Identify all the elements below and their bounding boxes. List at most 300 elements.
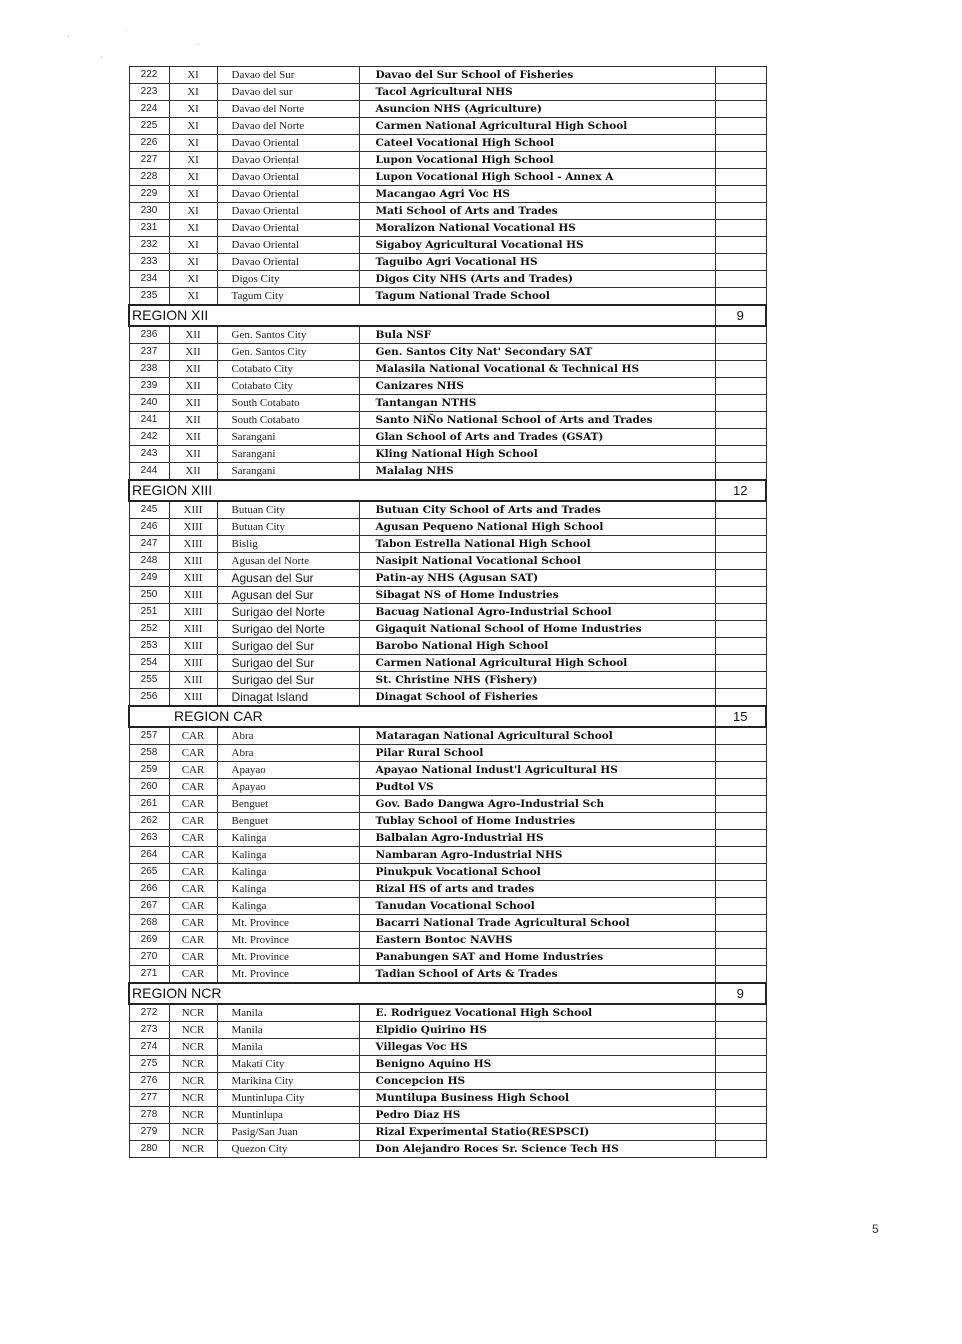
row-number-cell: 248 (129, 553, 169, 570)
region-code-cell: XI (169, 288, 217, 306)
school-name-cell: Apayao National Indust'l Agricultural HS (359, 762, 715, 779)
school-name-cell: Benigno Aquino HS (359, 1056, 715, 1073)
region-code-cell: XI (169, 135, 217, 152)
table-row (129, 186, 766, 203)
row-number-cell: 252 (129, 621, 169, 638)
row-number-cell: 232 (129, 237, 169, 254)
province-cell: Abra (217, 727, 359, 745)
table-row (129, 326, 766, 344)
table-row (129, 813, 766, 830)
school-name-cell: Rizal Experimental Statio(RESPSCI) (359, 1124, 715, 1141)
count-cell (715, 898, 766, 915)
region-code-cell: CAR (169, 847, 217, 864)
school-name-cell: Nasipit National Vocational School (359, 553, 715, 570)
province-cell: Benguet (217, 796, 359, 813)
row-number-cell: 233 (129, 254, 169, 271)
region-code-cell: XII (169, 344, 217, 361)
count-cell (715, 1022, 766, 1039)
count-cell (715, 779, 766, 796)
school-name-cell: Elpidio Quirino HS (359, 1022, 715, 1039)
table-row (129, 830, 766, 847)
province-cell: Manila (217, 1004, 359, 1022)
count-cell (715, 271, 766, 288)
count-cell (715, 949, 766, 966)
school-name-cell: Digos City NHS (Arts and Trades) (359, 271, 715, 288)
region-header-row (129, 480, 766, 501)
region-code-cell: XI (169, 203, 217, 220)
region-school-count: 12 (715, 480, 766, 501)
count-cell (715, 446, 766, 463)
school-name-cell: Moralizon National Vocational HS (359, 220, 715, 237)
row-number-cell: 249 (129, 570, 169, 587)
row-number-cell: 279 (129, 1124, 169, 1141)
school-name-cell: Mati School of Arts and Trades (359, 203, 715, 220)
region-code-cell: NCR (169, 1056, 217, 1073)
region-code-cell: XII (169, 412, 217, 429)
region-code-cell: XI (169, 84, 217, 101)
row-number-cell: 264 (129, 847, 169, 864)
school-name-cell: Don Alejandro Roces Sr. Science Tech HS (359, 1141, 715, 1158)
table-row (129, 949, 766, 966)
region-code-cell: XIII (169, 689, 217, 707)
count-cell (715, 672, 766, 689)
count-cell (715, 655, 766, 672)
province-cell: South Cotabato (217, 395, 359, 412)
region-code-cell: NCR (169, 1004, 217, 1022)
school-name-cell: Patin-ay NHS (Agusan SAT) (359, 570, 715, 587)
region-header-row (129, 706, 766, 727)
table-row (129, 463, 766, 481)
region-code-cell: XIII (169, 501, 217, 519)
row-number-cell: 255 (129, 672, 169, 689)
row-number-cell: 231 (129, 220, 169, 237)
row-number-cell: 241 (129, 412, 169, 429)
region-code-cell: CAR (169, 915, 217, 932)
table-row (129, 570, 766, 587)
region-code-cell: NCR (169, 1073, 217, 1090)
table-row (129, 604, 766, 621)
row-number-cell: 267 (129, 898, 169, 915)
row-number-cell: 275 (129, 1056, 169, 1073)
row-number-cell: 236 (129, 326, 169, 344)
table-row (129, 67, 766, 84)
count-cell (715, 1141, 766, 1158)
school-name-cell: Pedro Diaz HS (359, 1107, 715, 1124)
province-cell: Mt. Province (217, 932, 359, 949)
region-code-cell: XII (169, 378, 217, 395)
count-cell (715, 186, 766, 203)
region-code-cell: XI (169, 271, 217, 288)
table-row (129, 135, 766, 152)
count-cell (715, 813, 766, 830)
row-number-cell: 269 (129, 932, 169, 949)
count-cell (715, 621, 766, 638)
school-name-cell: Cateel Vocational High School (359, 135, 715, 152)
province-cell: Surigao del Sur (217, 638, 359, 655)
row-number-cell: 251 (129, 604, 169, 621)
school-name-cell: Lupon Vocational High School - Annex A (359, 169, 715, 186)
region-code-cell: XI (169, 67, 217, 84)
province-cell: Apayao (217, 779, 359, 796)
province-cell: Cotabato City (217, 378, 359, 395)
row-number-cell: 271 (129, 966, 169, 984)
province-cell: Mt. Province (217, 915, 359, 932)
region-school-count: 9 (715, 305, 766, 326)
table-row (129, 915, 766, 932)
province-cell: Surigao del Sur (217, 655, 359, 672)
province-cell: Butuan City (217, 519, 359, 536)
row-number-cell: 280 (129, 1141, 169, 1158)
count-cell (715, 412, 766, 429)
count-cell (715, 881, 766, 898)
region-code-cell: CAR (169, 779, 217, 796)
count-cell (715, 67, 766, 84)
table-row (129, 587, 766, 604)
province-cell: Pasig/San Juan (217, 1124, 359, 1141)
row-number-cell: 225 (129, 118, 169, 135)
school-name-cell: Kling National High School (359, 446, 715, 463)
row-number-cell: 228 (129, 169, 169, 186)
school-name-cell: Lupon Vocational High School (359, 152, 715, 169)
row-number-cell: 227 (129, 152, 169, 169)
table-row (129, 378, 766, 395)
table-row (129, 1039, 766, 1056)
province-cell: Surigao del Norte (217, 621, 359, 638)
region-header-row (129, 305, 766, 326)
province-cell: Tagum City (217, 288, 359, 306)
table-row (129, 727, 766, 745)
row-number-cell: 238 (129, 361, 169, 378)
table-row (129, 779, 766, 796)
school-name-cell: Gen. Santos City Nat' Secondary SAT (359, 344, 715, 361)
table-row (129, 1004, 766, 1022)
region-code-cell: XII (169, 326, 217, 344)
region-code-cell: CAR (169, 727, 217, 745)
count-cell (715, 288, 766, 306)
count-cell (715, 118, 766, 135)
province-cell: Surigao del Norte (217, 604, 359, 621)
row-number-cell: 226 (129, 135, 169, 152)
school-name-cell: Barobo National High School (359, 638, 715, 655)
count-cell (715, 395, 766, 412)
region-code-cell: XIII (169, 655, 217, 672)
school-name-cell: Agusan Pequeno National High School (359, 519, 715, 536)
row-number-cell: 239 (129, 378, 169, 395)
province-cell: Agusan del Sur (217, 570, 359, 587)
table-row (129, 169, 766, 186)
table-row (129, 271, 766, 288)
table-row (129, 1022, 766, 1039)
row-number-cell: 258 (129, 745, 169, 762)
province-cell: Surigao del Sur (217, 672, 359, 689)
count-cell (715, 727, 766, 745)
row-number-cell: 257 (129, 727, 169, 745)
row-number-cell: 246 (129, 519, 169, 536)
region-school-count: 15 (715, 706, 766, 727)
table-row (129, 1090, 766, 1107)
region-code-cell: XII (169, 463, 217, 481)
province-cell: Manila (217, 1022, 359, 1039)
province-cell: Mt. Province (217, 949, 359, 966)
region-code-cell: XIII (169, 672, 217, 689)
school-name-cell: Gov. Bado Dangwa Agro-Industrial Sch (359, 796, 715, 813)
province-cell: Davao del Norte (217, 118, 359, 135)
table-row (129, 689, 766, 707)
school-name-cell: Canizares NHS (359, 378, 715, 395)
province-cell: Davao del Sur (217, 67, 359, 84)
region-header-row (129, 983, 766, 1004)
table-row (129, 446, 766, 463)
region-code-cell: XIII (169, 587, 217, 604)
province-cell: South Cotabato (217, 412, 359, 429)
province-cell: Davao Oriental (217, 186, 359, 203)
table-row (129, 237, 766, 254)
count-cell (715, 864, 766, 881)
row-number-cell: 273 (129, 1022, 169, 1039)
row-number-cell: 262 (129, 813, 169, 830)
region-code-cell: XII (169, 395, 217, 412)
table-row (129, 745, 766, 762)
region-title: REGION NCR (129, 983, 715, 1004)
row-number-cell: 263 (129, 830, 169, 847)
school-name-cell: Tublay School of Home Industries (359, 813, 715, 830)
school-name-cell: Davao del Sur School of Fisheries (359, 67, 715, 84)
count-cell (715, 519, 766, 536)
count-cell (715, 326, 766, 344)
region-code-cell: CAR (169, 745, 217, 762)
province-cell: Mt. Province (217, 966, 359, 984)
region-code-cell: NCR (169, 1141, 217, 1158)
count-cell (715, 796, 766, 813)
region-code-cell: XII (169, 446, 217, 463)
row-number-cell: 245 (129, 501, 169, 519)
region-code-cell: XI (169, 118, 217, 135)
school-name-cell: Eastern Bontoc NAVHS (359, 932, 715, 949)
count-cell (715, 378, 766, 395)
row-number-cell: 229 (129, 186, 169, 203)
table-row (129, 361, 766, 378)
school-schedule-table (128, 66, 767, 1158)
table-row (129, 395, 766, 412)
region-code-cell: XIII (169, 570, 217, 587)
region-code-cell: CAR (169, 813, 217, 830)
count-cell (715, 254, 766, 271)
count-cell (715, 932, 766, 949)
school-name-cell: Carmen National Agricultural High School (359, 118, 715, 135)
province-cell: Muntinlupa City (217, 1090, 359, 1107)
row-number-cell: 268 (129, 915, 169, 932)
count-cell (715, 1107, 766, 1124)
count-cell (715, 604, 766, 621)
school-name-cell: Dinagat School of Fisheries (359, 689, 715, 707)
school-list-document (128, 66, 765, 1158)
count-cell (715, 135, 766, 152)
row-number-cell: 224 (129, 101, 169, 118)
region-code-cell: XIII (169, 536, 217, 553)
school-name-cell: Muntilupa Business High School (359, 1090, 715, 1107)
region-code-cell: XIII (169, 604, 217, 621)
table-row (129, 932, 766, 949)
table-row (129, 118, 766, 135)
school-name-cell: Tacol Agricultural NHS (359, 84, 715, 101)
table-row (129, 429, 766, 446)
region-code-cell: NCR (169, 1022, 217, 1039)
row-number-cell: 259 (129, 762, 169, 779)
count-cell (715, 344, 766, 361)
table-row (129, 898, 766, 915)
count-cell (715, 570, 766, 587)
province-cell: Kalinga (217, 847, 359, 864)
table-row (129, 553, 766, 570)
school-name-cell: Nambaran Agro-Industrial NHS (359, 847, 715, 864)
table-row (129, 536, 766, 553)
province-cell: Benguet (217, 813, 359, 830)
province-cell: Quezon City (217, 1141, 359, 1158)
count-cell (715, 1090, 766, 1107)
province-cell: Butuan City (217, 501, 359, 519)
count-cell (715, 745, 766, 762)
region-code-cell: CAR (169, 796, 217, 813)
region-code-cell: CAR (169, 864, 217, 881)
region-code-cell: CAR (169, 949, 217, 966)
school-name-cell: Asuncion NHS (Agriculture) (359, 101, 715, 118)
count-cell (715, 830, 766, 847)
school-name-cell: Sigaboy Agricultural Vocational HS (359, 237, 715, 254)
count-cell (715, 220, 766, 237)
region-code-cell: NCR (169, 1107, 217, 1124)
row-number-cell: 250 (129, 587, 169, 604)
province-cell: Sarangani (217, 463, 359, 481)
count-cell (715, 463, 766, 481)
region-code-cell: NCR (169, 1090, 217, 1107)
count-cell (715, 536, 766, 553)
region-code-cell: XIII (169, 553, 217, 570)
school-name-cell: Tanudan Vocational School (359, 898, 715, 915)
region-title: REGION XII (129, 305, 715, 326)
row-number-cell: 237 (129, 344, 169, 361)
table-row (129, 1107, 766, 1124)
province-cell: Kalinga (217, 898, 359, 915)
count-cell (715, 84, 766, 101)
row-number-cell: 243 (129, 446, 169, 463)
region-code-cell: XII (169, 429, 217, 446)
school-name-cell: Gigaquit National School of Home Industries (359, 621, 715, 638)
school-name-cell: Panabungen SAT and Home Industries (359, 949, 715, 966)
region-school-count: 9 (715, 983, 766, 1004)
row-number-cell: 278 (129, 1107, 169, 1124)
region-code-cell: XI (169, 186, 217, 203)
row-number-cell: 276 (129, 1073, 169, 1090)
table-row (129, 881, 766, 898)
province-cell: Davao Oriental (217, 203, 359, 220)
table-row (129, 638, 766, 655)
region-code-cell: XI (169, 101, 217, 118)
table-row (129, 152, 766, 169)
province-cell: Davao Oriental (217, 220, 359, 237)
school-name-cell: Villegas Voc HS (359, 1039, 715, 1056)
table-row (129, 344, 766, 361)
count-cell (715, 1039, 766, 1056)
count-cell (715, 762, 766, 779)
row-number-cell: 277 (129, 1090, 169, 1107)
province-cell: Agusan del Norte (217, 553, 359, 570)
count-cell (715, 638, 766, 655)
row-number-cell: 265 (129, 864, 169, 881)
province-cell: Gen. Santos City (217, 344, 359, 361)
row-number-cell: 244 (129, 463, 169, 481)
table-row (129, 288, 766, 306)
province-cell: Abra (217, 745, 359, 762)
row-number-cell: 234 (129, 271, 169, 288)
count-cell (715, 501, 766, 519)
school-name-cell: Pudtol VS (359, 779, 715, 796)
region-code-cell: XI (169, 220, 217, 237)
count-cell (715, 429, 766, 446)
row-number-cell: 235 (129, 288, 169, 306)
province-cell: Sarangani (217, 446, 359, 463)
row-number-cell: 242 (129, 429, 169, 446)
count-cell (715, 101, 766, 118)
count-cell (715, 966, 766, 984)
school-name-cell: Santo NiÑo National School of Arts and Trades (359, 412, 715, 429)
province-cell: Digos City (217, 271, 359, 288)
province-cell: Davao Oriental (217, 237, 359, 254)
school-name-cell: Macangao Agri Voc HS (359, 186, 715, 203)
region-code-cell: NCR (169, 1039, 217, 1056)
school-name-cell: Taguibo Agri Vocational HS (359, 254, 715, 271)
province-cell: Agusan del Sur (217, 587, 359, 604)
row-number-cell: 256 (129, 689, 169, 707)
region-code-cell: CAR (169, 932, 217, 949)
province-cell: Davao Oriental (217, 169, 359, 186)
school-name-cell: Carmen National Agricultural High School (359, 655, 715, 672)
school-name-cell: Malasila National Vocational & Technical HS (359, 361, 715, 378)
school-name-cell: Sibagat NS of Home Industries (359, 587, 715, 604)
school-name-cell: Balbalan Agro-Industrial HS (359, 830, 715, 847)
province-cell: Apayao (217, 762, 359, 779)
school-name-cell: Mataragan National Agricultural School (359, 727, 715, 745)
count-cell (715, 1056, 766, 1073)
row-number-cell: 230 (129, 203, 169, 220)
table-row (129, 796, 766, 813)
table-row (129, 501, 766, 519)
school-name-cell: Tadian School of Arts & Trades (359, 966, 715, 984)
region-code-cell: XI (169, 237, 217, 254)
province-cell: Makati City (217, 1056, 359, 1073)
count-cell (715, 689, 766, 707)
region-code-cell: XI (169, 254, 217, 271)
region-code-cell: XI (169, 169, 217, 186)
table-row (129, 220, 766, 237)
province-cell: Davao Oriental (217, 135, 359, 152)
row-number-cell: 253 (129, 638, 169, 655)
school-name-cell: St. Christine NHS (Fishery) (359, 672, 715, 689)
table-row (129, 1124, 766, 1141)
school-name-cell: Bacarri National Trade Agricultural School (359, 915, 715, 932)
province-cell: Kalinga (217, 881, 359, 898)
school-name-cell: Rizal HS of arts and trades (359, 881, 715, 898)
row-number-cell: 260 (129, 779, 169, 796)
province-cell: Davao del Norte (217, 101, 359, 118)
row-number-cell: 254 (129, 655, 169, 672)
school-name-cell: Bacuag National Agro-Industrial School (359, 604, 715, 621)
count-cell (715, 915, 766, 932)
province-cell: Davao Oriental (217, 254, 359, 271)
table-row (129, 847, 766, 864)
province-cell: Davao Oriental (217, 152, 359, 169)
region-code-cell: XIII (169, 519, 217, 536)
table-row (129, 519, 766, 536)
